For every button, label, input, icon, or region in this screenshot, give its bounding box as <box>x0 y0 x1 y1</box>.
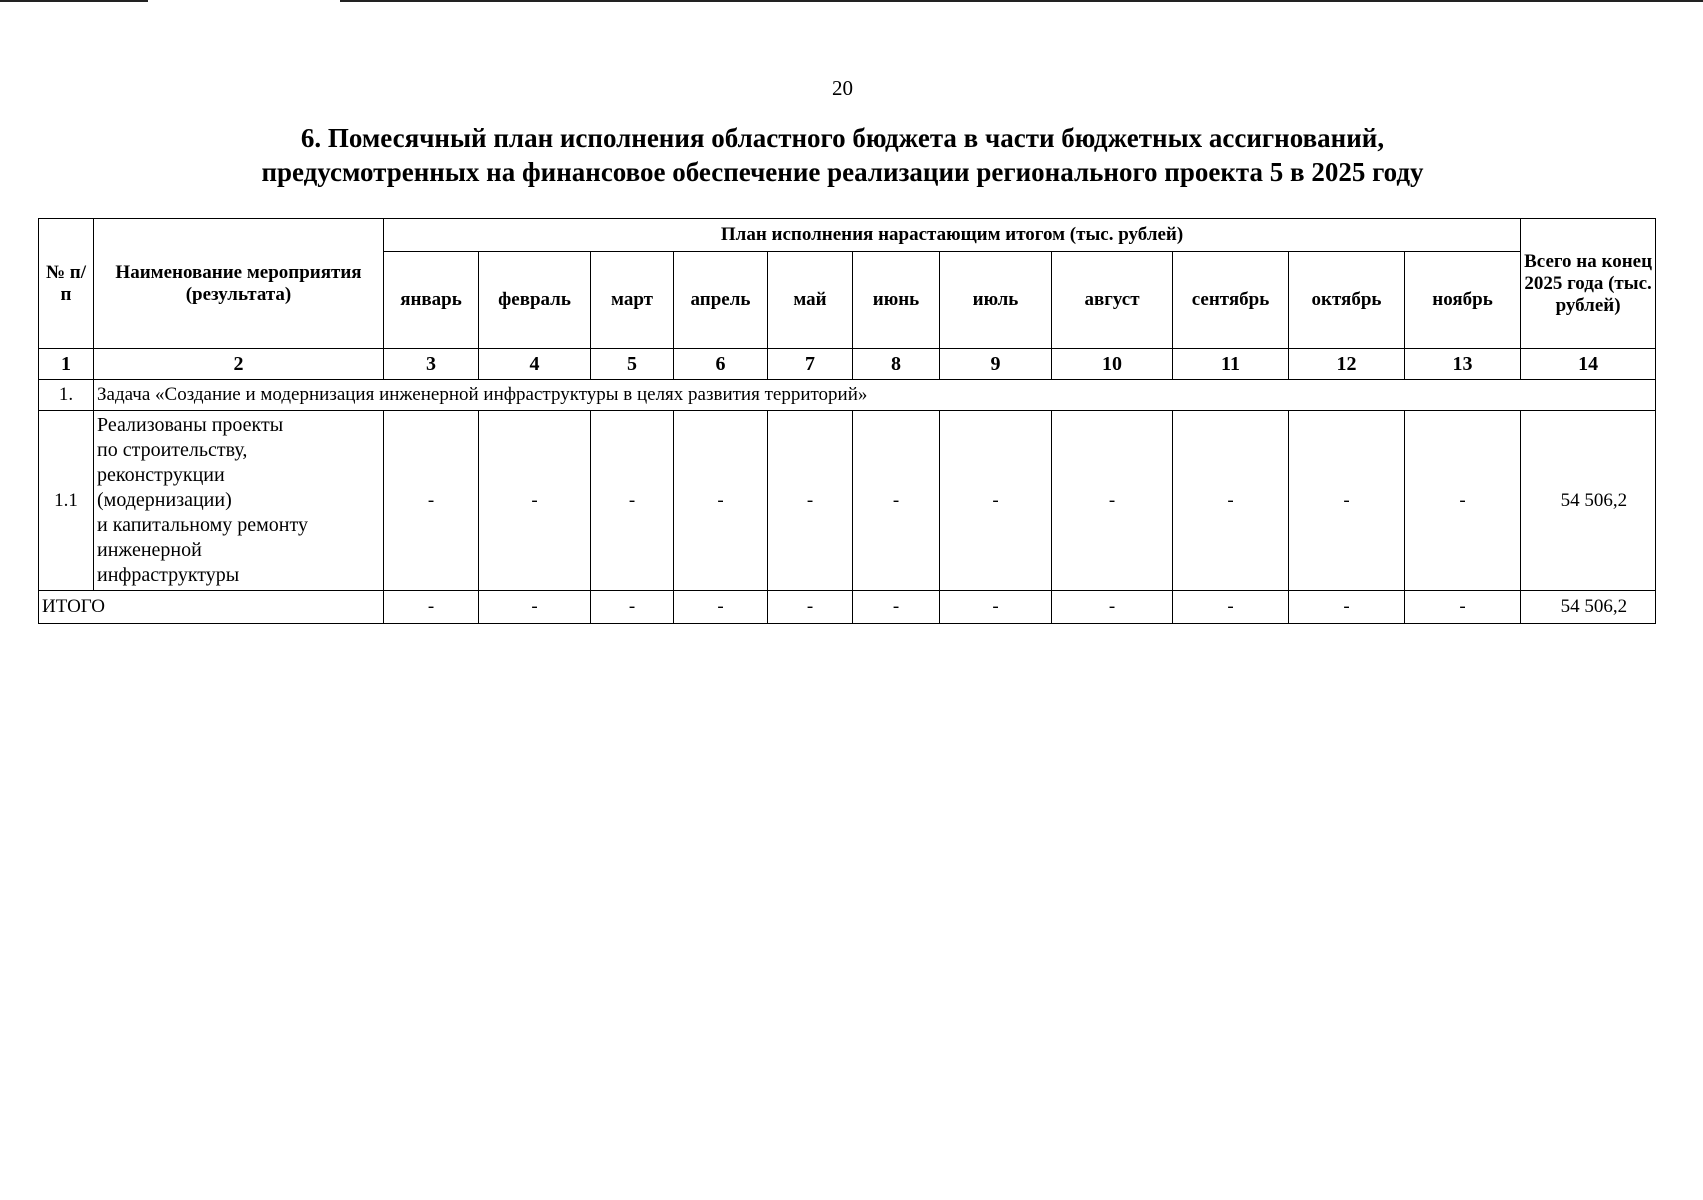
column-number: 9 <box>940 349 1052 380</box>
top-rule-right <box>340 0 1703 2</box>
page-number: 20 <box>832 76 853 100</box>
column-number: 7 <box>768 349 853 380</box>
column-number: 13 <box>1405 349 1521 380</box>
total-month-value: - <box>1173 591 1289 624</box>
item-month-value: - <box>384 411 479 591</box>
column-number: 6 <box>674 349 768 380</box>
total-month-value: - <box>940 591 1052 624</box>
total-month-value: - <box>1405 591 1521 624</box>
header-plan-group: План исполнения нарастающим итогом (тыс. рублей) <box>384 219 1521 252</box>
item-month-value: - <box>1289 411 1405 591</box>
column-number: 8 <box>853 349 940 380</box>
header-col-total: Всего на конец 2025 года (тыс. рублей) <box>1521 219 1656 349</box>
item-name-line: (модернизации) <box>97 489 232 511</box>
header-col-name: Наименование мероприятия (результата) <box>94 219 384 349</box>
title-line-1: 6. Помесячный план исполнения областного бюджета в части бюджетных ассигнований, <box>300 123 1385 153</box>
task-row <box>39 380 1656 411</box>
header-month: май <box>768 252 853 349</box>
item-name-line: по строительству, <box>97 439 248 461</box>
item-month-value: - <box>674 411 768 591</box>
total-month-value: - <box>384 591 479 624</box>
grand-total-value: 54 506,2 <box>1521 591 1656 624</box>
header-month: сентябрь <box>1173 252 1289 349</box>
header-row-1 <box>39 219 1656 252</box>
item-month-value: - <box>1173 411 1289 591</box>
header-month: февраль <box>479 252 591 349</box>
column-number: 11 <box>1173 349 1289 380</box>
column-number: 3 <box>384 349 479 380</box>
total-month-value: - <box>591 591 674 624</box>
total-month-value: - <box>853 591 940 624</box>
header-month: июль <box>940 252 1052 349</box>
item-name <box>94 411 384 591</box>
column-number: 4 <box>479 349 591 380</box>
item-month-value: - <box>853 411 940 591</box>
item-month-value: - <box>479 411 591 591</box>
header-month: ноябрь <box>1405 252 1521 349</box>
item-row <box>39 411 1656 591</box>
column-number: 1 <box>39 349 94 380</box>
item-name-line: инженерной <box>97 539 202 561</box>
header-month: октябрь <box>1289 252 1405 349</box>
header-col-no: № п/п <box>39 219 94 349</box>
total-label: ИТОГО <box>39 591 384 624</box>
header-month: март <box>591 252 674 349</box>
column-number: 12 <box>1289 349 1405 380</box>
column-number: 10 <box>1052 349 1173 380</box>
item-month-value: - <box>591 411 674 591</box>
item-name-line: и капитальному ремонту <box>97 514 308 536</box>
total-month-value: - <box>768 591 853 624</box>
budget-plan-table <box>38 218 1656 624</box>
item-month-value: - <box>1052 411 1173 591</box>
header-month: апрель <box>674 252 768 349</box>
total-month-value: - <box>479 591 591 624</box>
task-no: 1. <box>39 380 94 411</box>
column-number: 2 <box>94 349 384 380</box>
total-month-value: - <box>1052 591 1173 624</box>
total-month-value: - <box>674 591 768 624</box>
header-month: август <box>1052 252 1173 349</box>
column-number: 14 <box>1521 349 1656 380</box>
item-month-value: - <box>768 411 853 591</box>
item-total-value: 54 506,2 <box>1521 411 1656 591</box>
page-title <box>0 121 1685 189</box>
item-month-value: - <box>1405 411 1521 591</box>
total-row <box>39 591 1656 624</box>
item-name-line: Реализованы проекты <box>97 414 284 436</box>
header-month: июнь <box>853 252 940 349</box>
header-month: январь <box>384 252 479 349</box>
title-line-2: предусмотренных на финансовое обеспечение реализации регионального проекта 5 в 2025 году <box>261 157 1424 187</box>
item-name-line: реконструкции <box>97 464 225 486</box>
column-number-row <box>39 349 1656 380</box>
task-text: Задача «Создание и модернизация инженерной инфраструктуры в целях развития территорий» <box>94 380 1656 411</box>
column-number: 5 <box>591 349 674 380</box>
top-rule-left <box>0 0 148 2</box>
item-month-value: - <box>940 411 1052 591</box>
item-name-line: инфраструктуры <box>97 564 240 586</box>
item-no: 1.1 <box>39 411 94 591</box>
total-month-value: - <box>1289 591 1405 624</box>
